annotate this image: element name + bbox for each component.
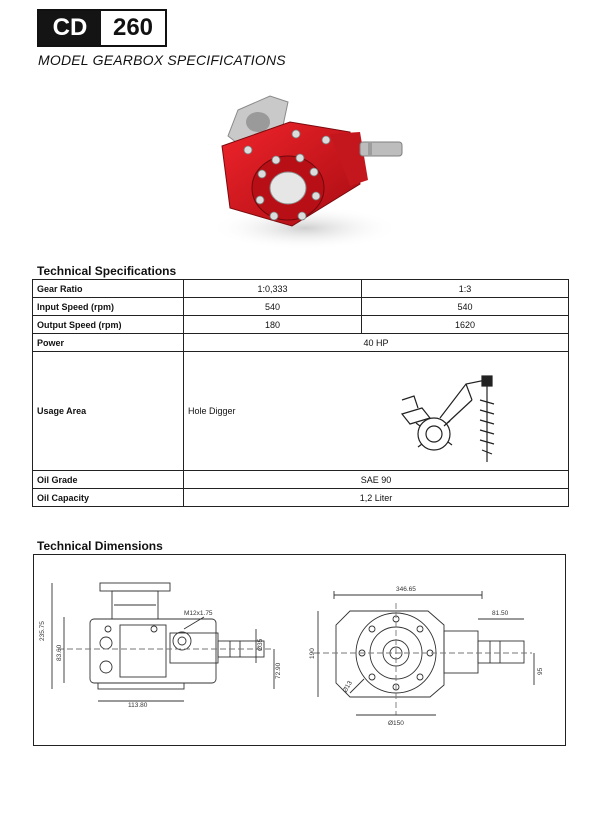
table-row xyxy=(33,334,569,352)
dim-height: 190 xyxy=(309,648,316,659)
model-number: 260 xyxy=(101,11,165,45)
usage-area-cell xyxy=(184,352,569,471)
table-row xyxy=(33,298,569,316)
dim-thread: M12x1.75 xyxy=(184,610,213,617)
input-speed-value-2: 540 xyxy=(362,298,569,316)
usage-area-value: Hole Digger xyxy=(188,406,236,416)
oil-capacity-label: Oil Capacity xyxy=(33,489,184,507)
output-speed-value-2: 1620 xyxy=(362,316,569,334)
technical-dimensions-title: Technical Dimensions xyxy=(37,539,163,553)
tractor-auger-illustration xyxy=(400,360,500,465)
dim-total-width: 346.65 xyxy=(396,586,416,593)
oil-capacity-value: 1,2 Liter xyxy=(184,489,569,507)
table-row xyxy=(33,316,569,334)
table-row xyxy=(33,471,569,489)
gear-ratio-value-1: 1:0,333 xyxy=(184,280,362,298)
usage-area-label: Usage Area xyxy=(33,352,184,471)
dimensions-drawing xyxy=(34,555,565,745)
table-row xyxy=(33,489,569,507)
dim-shaft-dia: Ø35 xyxy=(257,638,264,651)
model-badge xyxy=(37,9,167,47)
page-subtitle: MODEL GEARBOX SPECIFICATIONS xyxy=(38,52,286,68)
technical-specifications-title: Technical Specifications xyxy=(37,264,177,278)
dim-height-total: 235.75 xyxy=(39,621,46,641)
dim-shaft-length: 81.50 xyxy=(492,610,509,617)
dim-shaft-height: 72.90 xyxy=(275,662,282,679)
output-speed-value-1: 180 xyxy=(184,316,362,334)
dim-flange-dia: Ø150 xyxy=(388,720,404,727)
input-speed-label: Input Speed (rpm) xyxy=(33,298,184,316)
gear-ratio-label: Gear Ratio xyxy=(33,280,184,298)
power-value: 40 HP xyxy=(184,334,569,352)
oil-grade-value: SAE 90 xyxy=(184,471,569,489)
gear-ratio-value-2: 1:3 xyxy=(362,280,569,298)
model-code: CD xyxy=(39,11,101,45)
table-row xyxy=(33,280,569,298)
dimensions-drawing-box xyxy=(33,554,566,746)
dim-bolt-hole: Ø13 xyxy=(341,679,354,694)
oil-grade-label: Oil Grade xyxy=(33,471,184,489)
gearbox-product-image xyxy=(200,88,410,258)
input-speed-value-1: 540 xyxy=(184,298,362,316)
dim-shaft-offset: 95 xyxy=(537,667,544,675)
power-label: Power xyxy=(33,334,184,352)
dim-height-inner: 83.60 xyxy=(56,644,63,661)
output-speed-label: Output Speed (rpm) xyxy=(33,316,184,334)
dim-bottom-width: 113.80 xyxy=(128,702,148,709)
